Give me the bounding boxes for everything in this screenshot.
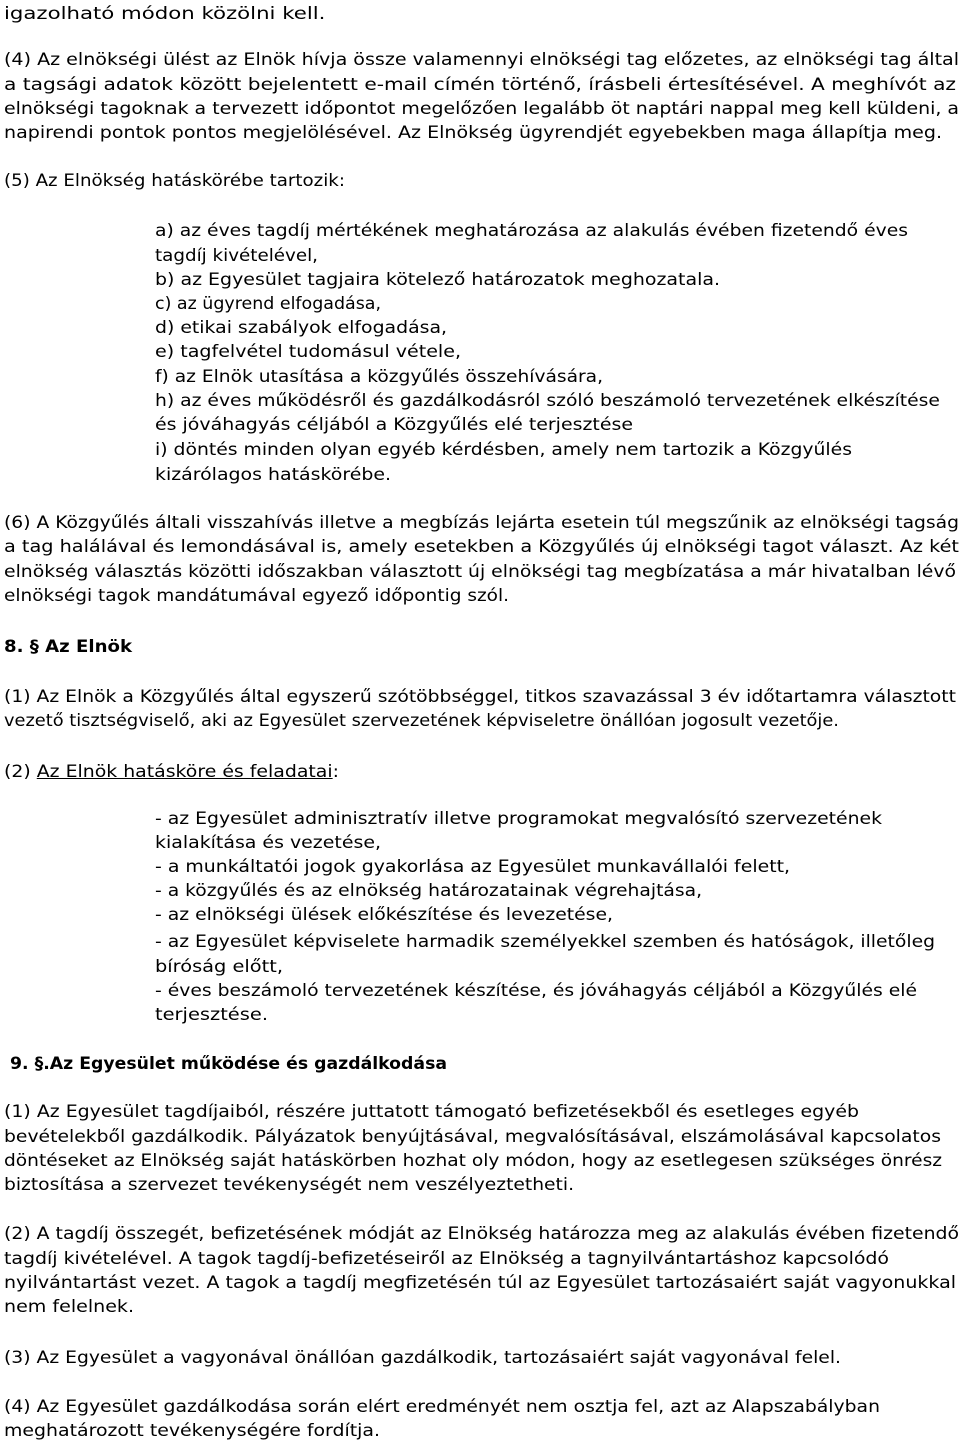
line-text: (2) A tagdíj összegét, befizetésének módját az Elnökség határozza meg az alakulás évében fizetendő: [4, 1224, 960, 1244]
text-line: [155, 831, 381, 855]
line-text: (2): [4, 762, 37, 782]
text-line: [4, 1173, 574, 1197]
line-text: elnökségi tagoknak a tervezett időpontot megelőzően legalább öt naptári nappal meg kell küldeni, a: [4, 99, 960, 119]
text-line: [4, 760, 339, 784]
line-text: tagdíj kivételével. A tagok tagdíj-befizetéseiről az Elnökség a tagnyilvántartáshoz kapcsolódó: [4, 1249, 890, 1269]
text-line: [4, 1247, 889, 1271]
text-line: [155, 413, 633, 437]
line-text: elnökségi tagok mandátumával egyező időpontig szól.: [4, 586, 510, 606]
line-text: kizárólagos hatáskörébe.: [155, 465, 392, 485]
text-line: [155, 903, 613, 927]
text-line: [155, 244, 318, 268]
text-line: [155, 979, 917, 1003]
text-line: [155, 219, 908, 243]
line-text: (5) Az Elnökség hatáskörébe tartozik:: [4, 171, 345, 191]
line-text: 9. §.Az Egyesület működése és gazdálkodása: [10, 1054, 448, 1074]
text-line: [155, 879, 702, 903]
text-line: [4, 1271, 956, 1295]
line-text: (3) Az Egyesület a vagyonával önállóan gazdálkodik, tartozásaiért saját vagyonával felel.: [4, 1348, 842, 1368]
line-text: tagdíj kivételével,: [155, 246, 319, 266]
text-line: [4, 1125, 941, 1149]
line-text: a tagsági adatok között bejelentett e-mail címén történő, írásbeli értesítésével. A meghívót az: [4, 75, 957, 95]
section-heading: [10, 1052, 447, 1076]
line-text: i) döntés minden olyan egyéb kérdésben, amely nem tartozik a Közgyűlés: [155, 440, 852, 460]
line-text: (1) Az Egyesület tagdíjaiból, részére juttatott támogató befizetésekből és esetleges egyéb: [4, 1102, 860, 1122]
line-text: - a munkáltatói jogok gyakorlása az Egyesület munkavállalói felett,: [155, 857, 791, 877]
text-line: [4, 48, 959, 72]
text-line: [4, 685, 956, 709]
text-line: [4, 1395, 880, 1419]
text-line: [4, 121, 942, 145]
text-line: [155, 1003, 268, 1027]
text-line: [155, 463, 391, 487]
line-text: bevételekből gazdálkodik. Pályázatok benyújtásával, megvalósításával, elszámolásával kapcsolatos: [4, 1127, 942, 1147]
text-line: [4, 1419, 380, 1443]
text-line: [4, 535, 959, 559]
line-text: (4) Az elnökségi ülést az Elnök hívja össze valamennyi elnökségi tag előzetes, az elnökségi tag által: [4, 50, 960, 70]
text-line: [4, 1295, 134, 1319]
line-text: (6) A Közgyűlés általi visszahívás illetve a megbízás lejárta esetein túl megszűnik az elnökségi tagság: [4, 513, 960, 533]
text-line: [155, 930, 935, 954]
line-text: - éves beszámoló tervezetének készítése, és jóváhagyás céljából a Közgyűlés elé: [155, 981, 918, 1001]
line-text: meghatározott tevékenységére fordítja.: [4, 1421, 380, 1441]
line-text: és jóváhagyás céljából a Közgyűlés elé terjesztése: [155, 415, 633, 435]
line-text: h) az éves működésről és gazdálkodásról szóló beszámoló tervezetének elkészítése: [155, 391, 940, 411]
line-text: kialakítása és vezetése,: [155, 833, 381, 853]
line-text: - a közgyűlés és az elnökség határozatainak végrehajtása,: [155, 881, 703, 901]
text-line: [155, 955, 283, 979]
section-heading: [4, 635, 132, 659]
line-text-tail: :: [332, 762, 340, 782]
text-line: [4, 560, 956, 584]
line-text: elnökség választás közötti időszakban választott új elnökségi tag megbízatása a már hivatalban lévő: [4, 562, 957, 582]
text-line: [4, 169, 345, 193]
text-line: [4, 1222, 959, 1246]
text-line: [4, 2, 325, 26]
text-line: [4, 584, 509, 608]
text-line: [155, 316, 447, 340]
line-text: - az elnökségi ülések előkészítése és levezetése,: [155, 905, 614, 925]
text-line: [155, 389, 940, 413]
text-line: [155, 340, 461, 364]
text-line: [155, 365, 603, 389]
line-text: (1) Az Elnök a Közgyűlés által egyszerű szótöbbséggel, titkos szavazással 3 év időtartamra választott: [4, 687, 956, 707]
text-line: [155, 807, 882, 831]
line-text: c) az ügyrend elfogadása,: [155, 294, 382, 314]
line-text: e) tagfelvétel tudomásul vétele,: [155, 342, 462, 362]
text-line: [155, 855, 790, 879]
text-line: [4, 1346, 841, 1370]
line-text: döntéseket az Elnökség saját hatáskörben hozhat oly módon, hogy az esetlegesen szükséges önrész: [4, 1151, 943, 1171]
line-text: bíróság előtt,: [155, 957, 284, 977]
line-text: - az Egyesület képviselete harmadik személyekkel szemben és hatóságok, illetőleg: [155, 932, 936, 952]
line-text: nyilvántartást vezet. A tagok a tagdíj megfizetésén túl az Egyesület tartozásaiért saját vagyonukkal: [4, 1273, 957, 1293]
line-text: terjesztése.: [155, 1005, 268, 1025]
text-line: [4, 97, 959, 121]
line-text: f) az Elnök utasítása a közgyűlés összehívására,: [155, 367, 604, 387]
line-text: igazolható módon közölni kell.: [4, 4, 326, 24]
text-line: [155, 438, 852, 462]
text-line: [4, 73, 956, 97]
line-text: 8. § Az Elnök: [4, 637, 133, 657]
text-line: [4, 1100, 859, 1124]
line-text: biztosítása a szervezet tevékenységét nem veszélyeztetheti.: [4, 1175, 575, 1195]
line-text: (4) Az Egyesület gazdálkodása során elért eredményét nem osztja fel, azt az Alapszabályban: [4, 1397, 880, 1417]
text-line: [4, 511, 959, 535]
line-text: - az Egyesület adminisztratív illetve programokat megvalósító szervezetének: [155, 809, 883, 829]
line-text: a tag halálával és lemondásával is, amely esetekben a Közgyűlés új elnökségi tagot választ. Az két: [4, 537, 959, 557]
text-line: [155, 268, 720, 292]
line-text: vezető tisztségviselő, aki az Egyesület szervezetének képviseletre önállóan jogosult vezetője.: [4, 711, 839, 731]
text-line: [4, 1149, 942, 1173]
text-line: [155, 292, 381, 316]
line-text: napirendi pontok pontos megjelölésével. Az Elnökség ügyrendjét egyebekben maga állapítja meg.: [4, 123, 943, 143]
text-line: [4, 709, 839, 733]
line-text: b) az Egyesület tagjaira kötelező határozatok meghozatala.: [155, 270, 721, 290]
underlined-heading: Az Elnök hatásköre és feladatai: [36, 762, 333, 782]
line-text: a) az éves tagdíj mértékének meghatározása az alakulás évében fizetendő éves: [155, 221, 909, 241]
line-text: nem felelnek.: [4, 1297, 135, 1317]
line-text: d) etikai szabályok elfogadása,: [155, 318, 448, 338]
